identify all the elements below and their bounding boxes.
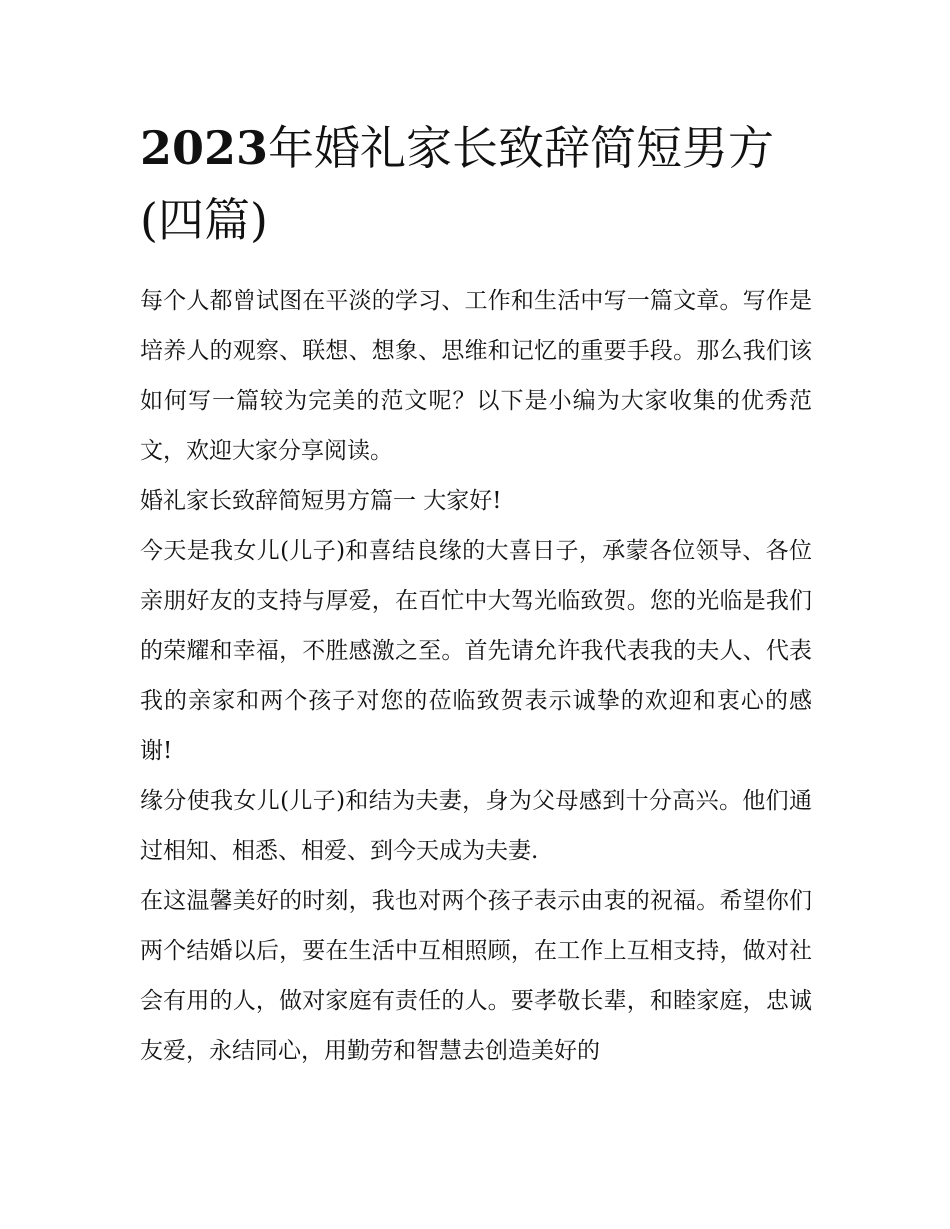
body-paragraph: 今天是我女儿(儿子)和喜结良缘的大喜日子，承蒙各位领导、各位亲朋好友的支持与厚爱，在百忙中大驾光临致贺。您的光临是我们的荣耀和幸福，不胜感激之至。首先请允许我代表我的夫人、代表我的亲家和两个孩子对您的莅临致贺表示诚挚的欢迎和衷心的感谢! bbox=[140, 538, 812, 764]
intro-paragraph: 每个人都曾试图在平淡的学习、工作和生活中写一篇文章。写作是培养人的观察、联想、想象、思维和记忆的重要手段。那么我们该如何写一篇较为完美的范文呢？以下是小编为大家收集的优秀范文，欢迎大家分享阅读。 bbox=[140, 288, 812, 464]
body-paragraph: 在这温馨美好的时刻，我也对两个孩子表示由衷的祝福。希望你们两个结婚以后，要在生活中互相照顾，在工作上互相支持，做对社会有用的人，做对家庭有责任的人。要孝敬长辈，和睦家庭，忠诚友爱，永结同心，用勤劳和智慧去创造美好的 bbox=[140, 888, 812, 1064]
section-heading-paragraph: 婚礼家长致辞简短男方篇一 大家好! bbox=[140, 488, 502, 514]
title-text: 年婚礼家长致辞简短男方(四篇) bbox=[140, 121, 775, 247]
title-year: 2023 bbox=[140, 121, 269, 175]
document-title bbox=[140, 112, 812, 256]
body-paragraph: 缘分使我女儿(儿子)和结为夫妻，身为父母感到十分高兴。他们通过相知、相悉、相爱、到今天成为夫妻. bbox=[140, 788, 812, 864]
document-body bbox=[140, 112, 812, 1076]
